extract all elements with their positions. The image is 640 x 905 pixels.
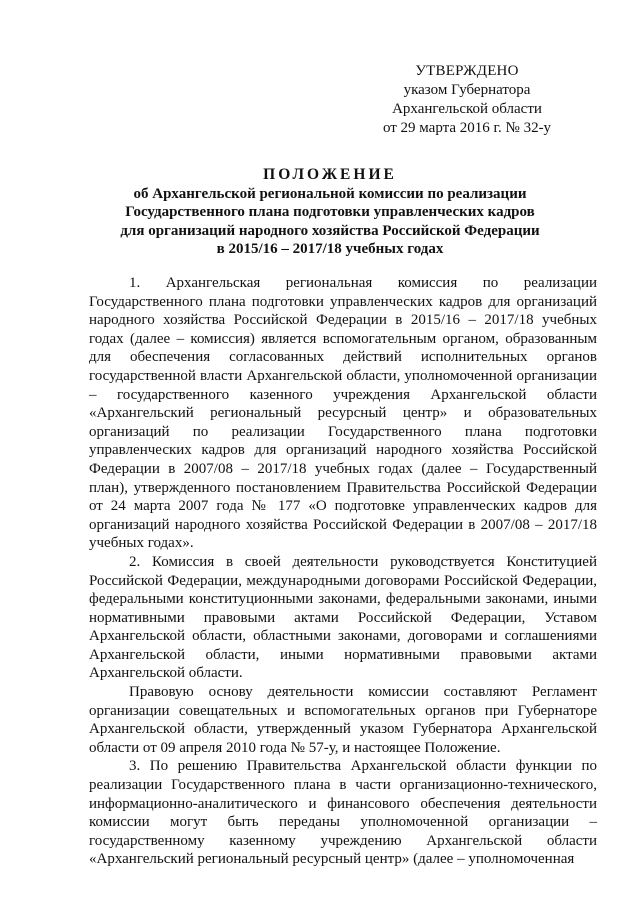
paragraph-1: 1. Архангельская региональная комиссия по реализации Государственного плана подготовки управленческих кадров для организаций народного хозяйства Российской Федерации в 2015/16 – 2017/18 учебных годах (далее – комиссия) является вспомогательным органом, образованным для обеспечения согласованных действий исполнительных органов государственной власти Архангельской области, уполномоченной организации – государственного казенного учреждения Архангельской области «Архангельский региональный ресурсный центр» и образовательных организаций по реализации Государственного плана подготовки управленческих кадров для организаций народного хозяйства Российской Федерации в 2007/08 – 2017/18 учебных годах (далее – Государственный план), утвержденного постановлением Правительства Российской Федерации от 24 марта 2007 года № 177 «О подготовке управленческих кадров для организаций народного хозяйства Российской Федерации в 2007/08 – 2017/18 учебных годах». — [89, 275, 597, 552]
document-subtitle-line-3: для организаций народного хозяйства Российской Федерации — [120, 222, 540, 239]
approval-heading: УТВЕРЖДЕНО — [415, 63, 519, 79]
paragraph-3: 3. По решению Правительства Архангельской области функции по реализации Государственного плана в части организационно-технического, информационно-аналитического и финансового обеспечения деятельности комиссии могут быть переданы уполномоченной организации – государственному казенному учреждению Архангельской области «Архангельский региональный ресурсный центр» (далее – уполномоченная — [89, 758, 597, 868]
document-subtitle-line-1: об Архангельской региональной комиссии по реализации — [133, 185, 527, 202]
approval-stamp — [352, 62, 582, 138]
paragraph-2: 2. Комиссия в своей деятельности руководствуется Конституцией Российской Федерации, международными договорами Российской Федерации, федеральными конституционными законами, федеральными законами, иными нормативными правовыми актами Российской Федерации, Уставом Архангельской области, областными законами, договорами и соглашениями Архангельской области, иными нормативными правовыми актами Архангельской области. — [89, 553, 597, 682]
document-subtitle-line-4: в 2015/16 – 2017/18 учебных годах — [216, 241, 444, 257]
document-subtitle-line-2: Государственного плана подготовки управленческих кадров — [125, 204, 535, 220]
document-title-block — [80, 166, 580, 259]
document-title: ПОЛОЖЕНИЕ — [263, 166, 397, 183]
approval-region: Архангельской области — [392, 101, 542, 117]
approval-issuer: указом Губернатора — [403, 82, 531, 98]
document-body — [89, 274, 597, 869]
approval-date: от 29 марта 2016 г. № 32-у — [382, 120, 552, 136]
paragraph-2-continued: Правовую основу деятельности комиссии составляют Регламент организации совещательных и вспомогательных органов при Губернаторе Архангельской области, утвержденный указом Губернатора Архангельской области от 09 апреля 2010 года № 57-у, и настоящее Положение. — [89, 684, 597, 756]
